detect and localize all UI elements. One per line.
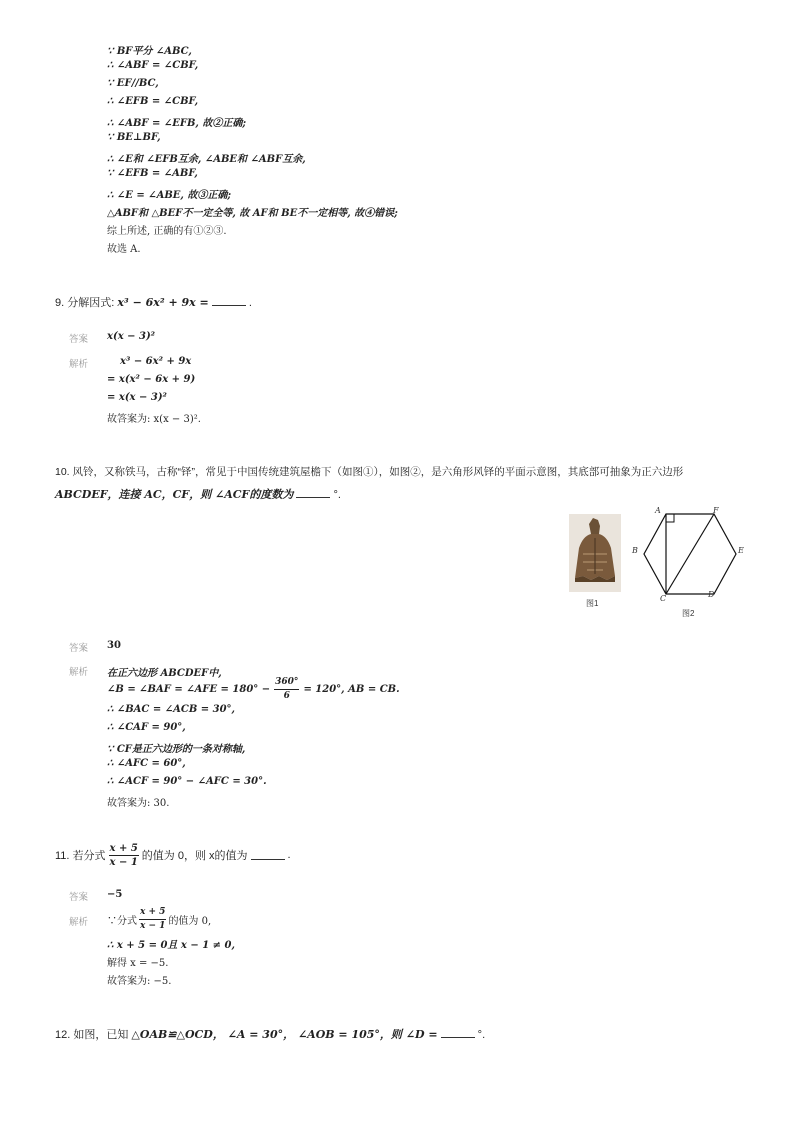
question-end: °. [477,1029,486,1041]
analysis-text: ∠B = ∠BAF = ∠AFE = 180° − [107,683,271,695]
fraction [274,676,299,703]
question-number: 12. 如图，已知 [55,1029,129,1041]
analysis-tag: 解析 [69,917,89,928]
question-stem-line [55,486,341,502]
fraction [139,906,166,933]
figure-1-label: 图1 [586,599,599,608]
analysis-text: 的值为 0, [168,915,212,927]
prev-solution-line: 故选 A. [107,244,141,255]
wind-bell-photo [569,514,621,592]
analysis-line [107,906,211,932]
analysis-line: x³ − 6x² + 9x [120,356,192,367]
analysis-line: ∴ ∠AFC = 60°, [107,758,186,769]
prev-solution-line: ∴ ∠ABF = ∠EFB, 故②正确; [107,118,247,129]
question-expression: x³ − 6x² + 9x = [117,296,209,309]
answer-blank [212,296,246,306]
analysis-line: ∴ ∠ACF = 90° − ∠AFC = 30°. [107,776,267,787]
analysis-tag: 解析 [69,359,89,370]
vertex-label-b: B [632,546,638,555]
analysis-line: ∴ ∠CAF = 90°, [107,722,186,733]
vertex-label-a: A [655,506,661,515]
analysis-line: 在正六边形 ABCDEF中, [107,668,222,679]
analysis-line: ∴ x + 5 = 0且 x − 1 ≠ 0, [107,940,235,951]
answer-tag: 答案 [69,643,89,654]
question-stem [55,840,291,870]
analysis-line: ∴ ∠BAC = ∠ACB = 30°, [107,704,236,715]
answer-tag: 答案 [69,334,89,345]
answer-value: −5 [107,889,123,900]
fraction-denominator: x − 1 [140,920,166,931]
prev-solution-line: ∴ ∠EFB = ∠CBF, [107,96,199,107]
question-number: 11. 若分式 [55,850,106,862]
prev-solution-line: ∴ ∠ABF = ∠CBF, [107,60,199,71]
question-end: . [248,297,252,309]
vertex-label-e: E [738,546,744,555]
question-stem-line: 10. 风铃，又称铁马，古称“铎”，常见于中国传统建筑屋檐下（如图①），如图②，是六角形风铎的平面示意图，其底部可抽象为正六边形 [55,466,684,478]
figure-2-label: 图2 [682,609,695,618]
vertex-label-d: D [708,590,715,599]
prev-solution-line: ∵ ∠EFB = ∠ABF, [107,168,198,179]
fraction-denominator: 6 [283,690,290,701]
analysis-line: ∵ CF是正六边形的一条对称轴, [107,744,246,755]
answer-blank [441,1028,475,1038]
analysis-line: = x(x² − 6x + 9) [107,374,196,385]
fraction-denominator: x − 1 [109,856,138,868]
analysis-line: 故答案为: x(x − 3)². [107,414,201,425]
question-stem-text: ABCDEF，连接 AC，CF，则 ∠ACF的度数为 [55,488,294,501]
hexagon-diagram [628,504,752,608]
analysis-line: 故答案为: 30. [107,798,170,809]
fraction-numerator: x + 5 [109,842,138,854]
analysis-line: = x(x − 3)² [107,392,167,403]
question-stem-text: 的值为 0，则 x的值为 [141,850,248,862]
analysis-tag: 解析 [69,667,89,678]
analysis-text: = 120°, AB = CB. [303,683,400,695]
answer-tag: 答案 [69,892,89,903]
prev-solution-line: △ABF和 △BEF不一定全等, 故 AF和 BE不一定相等, 故④错误; [107,208,398,219]
question-stem [55,1026,485,1042]
fraction [109,842,139,869]
analysis-text: ∵分式 [107,915,137,927]
answer-blank [296,488,330,498]
vertex-label-f: F [713,506,719,515]
prev-solution-line: ∵ BF平分 ∠ABC, [107,46,192,57]
prev-solution-line: ∴ ∠E = ∠ABE, 故③正确; [107,190,232,201]
analysis-line [107,676,400,702]
question-end: . [287,849,291,861]
question-expression: △OAB≌△OCD， ∠A = 30°， ∠AOB = 105°，则 ∠D = [131,1028,438,1041]
question-number: 9. 分解因式: [55,297,115,309]
prev-solution-line: ∴ ∠E和 ∠EFB互余, ∠ABE和 ∠ABF互余, [107,154,306,165]
prev-solution-line: 综上所述, 正确的有①②③. [107,226,227,237]
answer-value: x(x − 3)² [107,331,156,342]
prev-solution-line: ∵ BE⊥BF, [107,132,161,143]
fraction-numerator: x + 5 [139,906,166,920]
vertex-label-c: C [660,594,667,603]
question-stem [55,294,252,310]
fraction-numerator: 360° [274,676,299,690]
prev-solution-line: ∵ EF//BC, [107,78,159,89]
question-end: °. [333,489,341,501]
answer-value: 30 [107,640,121,651]
answer-blank [251,850,285,860]
analysis-line: 故答案为: −5. [107,976,172,987]
analysis-line: 解得 x = −5. [107,958,169,969]
